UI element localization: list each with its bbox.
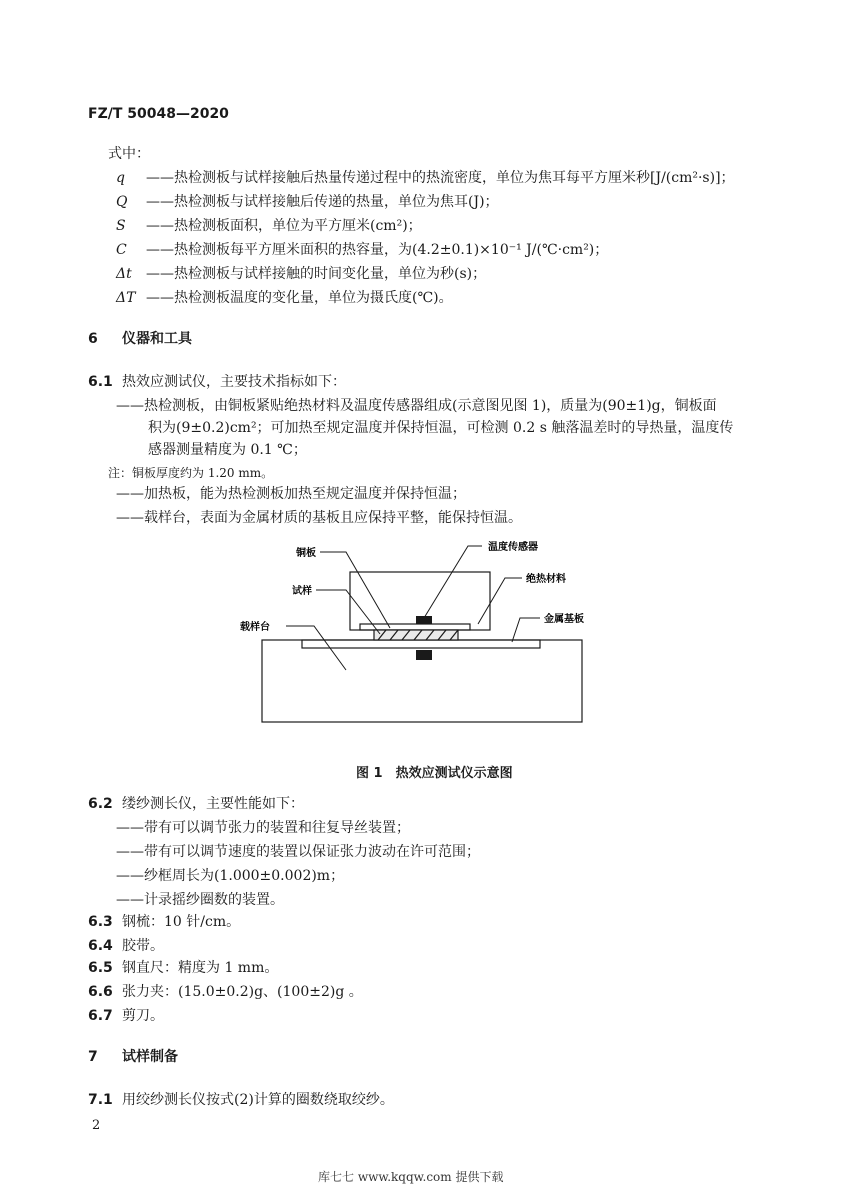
list-item: ——带有可以调节张力的装置和往复导丝装置； [116,820,410,836]
clause-number: 6.7 [88,1008,113,1024]
label-metal-base: 金属基板 [544,614,584,625]
label-insulation: 绝热材料 [526,574,566,585]
list-item: ——热检测板，由铜板紧贴绝热材料及温度传感器组成(示意图见图 1)，质量为(90±1)g，铜板面 [116,398,717,414]
definition-text: ——热检测板每平方厘米面积的热容量，为(4.2±0.1)×10⁻¹ J/(℃·cm²)； [146,242,609,258]
note: 注：铜板厚度约为 1.20 mm。 [108,466,274,480]
leader-insulation [478,578,522,624]
definition-q [116,168,735,188]
definition-delta-t [116,264,486,284]
clause-title: 缕纱测长仪，主要性能如下： [122,796,304,812]
figure-1-diagram [240,530,610,730]
section-number: 6 [88,331,98,347]
download-footer: 库七七 www.kqqw.com 提供下载 [318,1170,504,1184]
definition-text: ——热检测板与试样接触后热量传递过程中的热流密度，单位为焦耳每平方厘米秒[J/(cm²·s)]； [146,170,735,186]
section-7-heading [88,1046,178,1066]
definition-text: ——热检测板温度的变化量，单位为摄氏度(℃)。 [146,290,453,306]
standard-number: FZ/T 50048—2020 [88,106,229,122]
section-6-heading [88,328,192,348]
list-item: ——载样台，表面为金属材质的基板且应保持平整，能保持恒温。 [116,510,522,526]
clause-number: 6.5 [88,960,113,976]
clause-6-3 [88,912,240,932]
definition-C [116,240,608,260]
list-item-continuation: 感器测量精度为 0.1 ℃； [148,442,307,458]
definition-text: ——热检测板与试样接触后传递的热量，单位为焦耳(J)； [146,194,499,210]
definition-delta-T [116,288,453,308]
clause-text: 剪刀。 [122,1008,164,1024]
list-item: ——加热板，能为热检测板加热至规定温度并保持恒温； [116,486,466,502]
label-copper-plate: 铜板 [296,548,316,559]
clause-text: 钢直尺：精度为 1 mm。 [122,960,279,976]
clause-6-1 [88,372,346,392]
section-title: 试样制备 [122,1049,178,1065]
stage-sensor [416,650,432,660]
label-stage: 载样台 [240,622,270,633]
clause-6-6 [88,982,363,1002]
clause-number: 6.4 [88,938,113,954]
where-intro: 式中： [108,146,150,162]
definition-S [116,216,422,236]
clause-6-4 [88,936,164,956]
label-temperature-sensor: 温度传感器 [488,542,538,553]
leader-sensor [424,546,482,618]
clause-number: 6.6 [88,984,113,1000]
list-item: ——带有可以调节速度的装置以保证张力波动在许可范围； [116,844,480,860]
definition-text: ——热检测板与试样接触的时间变化量，单位为秒(s)； [146,266,487,282]
clause-6-7 [88,1006,164,1026]
metal-base-plate [302,640,540,648]
page-number: 2 [92,1118,101,1133]
symbol: C [116,242,127,258]
figure-caption: 图 1 热效应测试仪示意图 [356,766,513,781]
list-item: ——计录摇纱圈数的装置。 [116,892,284,908]
label-sample: 试样 [292,586,312,597]
clause-7-1 [88,1090,394,1110]
symbol: Δt [116,266,132,282]
list-item-continuation: 积为(9±0.2)cm²；可加热至规定温度并保持恒温，可检测 0.2 s 触落温差时的导热量，温度传 [148,420,734,436]
leader-metal-base [512,618,540,642]
clause-text: 张力夹：(15.0±0.2)g、(100±2)g 。 [122,984,363,1000]
section-number: 7 [88,1049,98,1065]
clause-number: 6.3 [88,914,113,930]
clause-6-5 [88,958,278,978]
clause-6-2 [88,794,304,814]
clause-number: 6.2 [88,796,113,812]
definition-text: ——热检测板面积，单位为平方厘米(cm²)； [146,218,422,234]
list-item: ——纱框周长为(1.000±0.002)m； [116,868,345,884]
symbol: S [116,218,126,234]
symbol: Q [116,194,128,210]
clause-number: 7.1 [88,1092,113,1108]
definition-Q [116,192,499,212]
clause-text: 胶带。 [122,938,164,954]
clause-text: 钢梳：10 针/cm。 [122,914,241,930]
section-title: 仪器和工具 [122,331,192,347]
clause-text: 用绞纱测长仪按式(2)计算的圈数绕取绞纱。 [122,1092,394,1108]
clause-title: 热效应测试仪，主要技术指标如下： [122,374,346,390]
clause-number: 6.1 [88,374,113,390]
symbol: ΔT [116,290,136,306]
symbol: q [116,170,125,186]
leader-sample [316,590,380,634]
